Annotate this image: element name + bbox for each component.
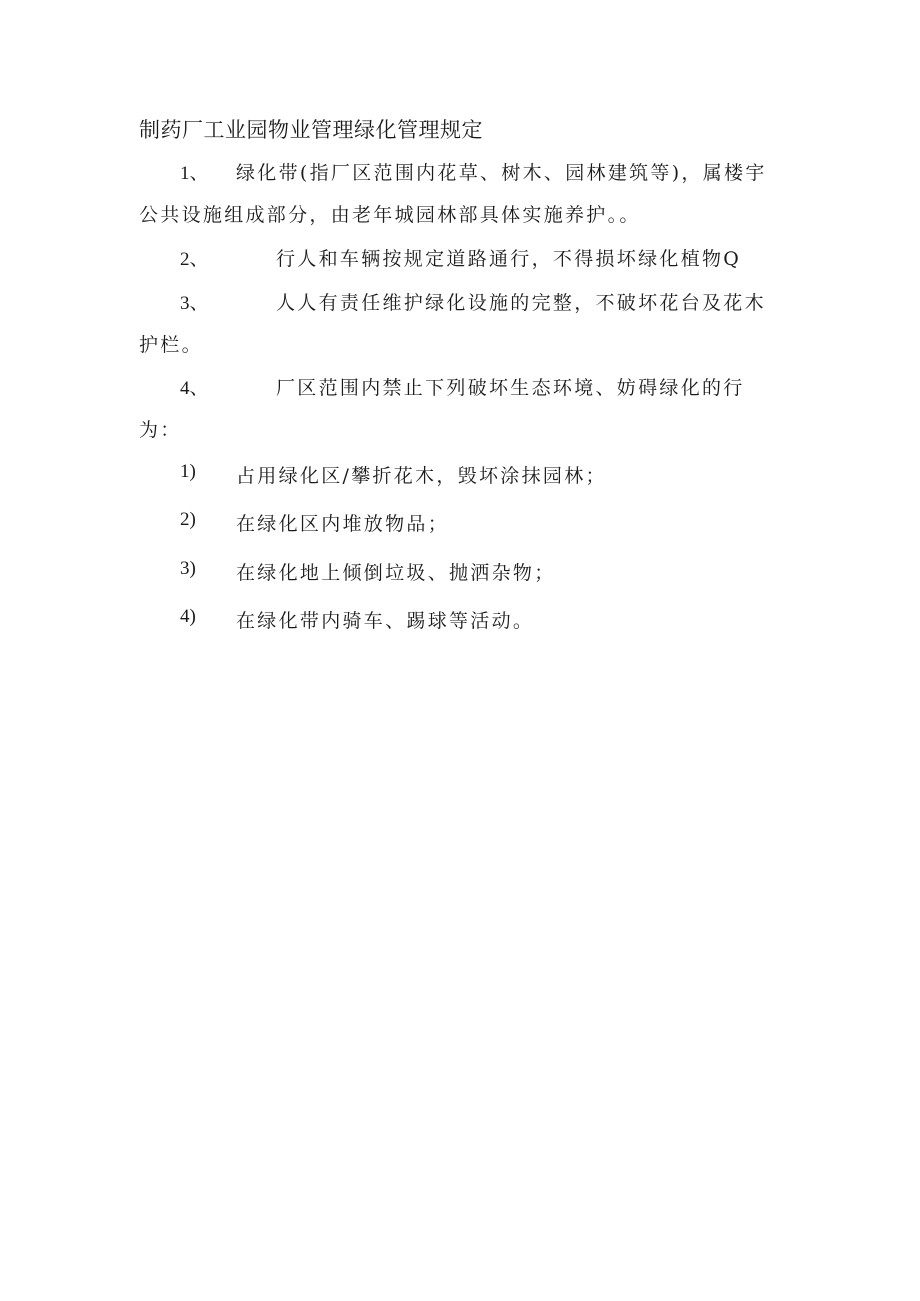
item-1-text: 绿化带(指厂区范围内花草、树木、园林建筑等)，属楼宇 <box>236 162 767 184</box>
item-4-text: 厂区范围内禁止下列破坏生态环境、妨碍绿化的行 <box>276 377 745 399</box>
subitem-4-text: 在绿化带内骑车、踢球等活动。 <box>236 610 535 632</box>
subitem-2-number: 2) <box>180 509 196 530</box>
subitem-3-number: 3) <box>180 558 196 579</box>
item-3-text: 人人有责任维护绿化设施的完整，不破坏花台及花木 <box>276 292 766 314</box>
item-4-continuation: 为： <box>139 419 182 441</box>
subitem-1-number: 1) <box>180 461 196 482</box>
subitem-4-number: 4) <box>180 606 196 627</box>
item-2-text: 行人和车辆按规定道路通行，不得损坏绿化植物Q <box>276 248 742 270</box>
item-2-number: 2、 <box>180 249 209 270</box>
item-3-continuation: 护栏。 <box>139 334 203 356</box>
item-1-number: 1、 <box>180 163 209 184</box>
subitem-2-text: 在绿化区内堆放物品； <box>236 513 450 535</box>
subitem-3-text: 在绿化地上倾倒垃圾、抛洒杂物； <box>236 562 556 584</box>
document-title: 制药厂工业园物业管理绿化管理规定 <box>139 118 483 142</box>
item-1-continuation: 公共设施组成部分，由老年城园林部具体实施养护。。 <box>139 204 641 226</box>
subitem-1-text: 占用绿化区/攀折花木，毁坏涂抹园林； <box>236 465 607 487</box>
item-3-number: 3、 <box>180 293 209 314</box>
item-4-number: 4、 <box>180 378 209 399</box>
